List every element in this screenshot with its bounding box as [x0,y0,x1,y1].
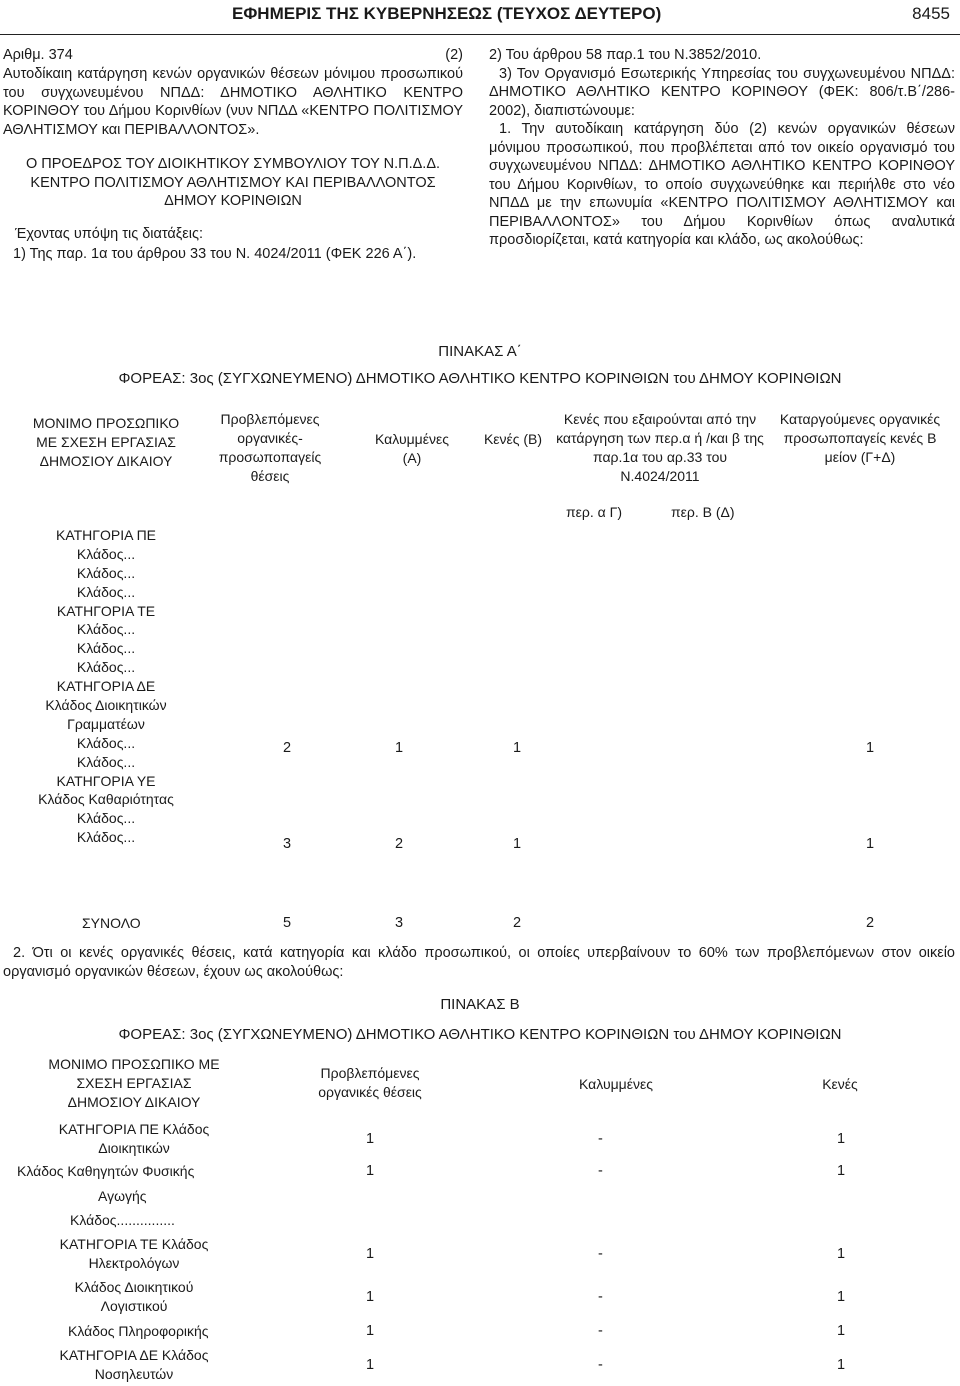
table-a-branch: Κλάδος... [76,564,136,581]
table-a-branch: Κλάδος... [76,829,136,846]
table-a-branch: Κλάδος... [76,659,136,676]
table-a-ye-abolished: 1 [866,836,875,852]
legal-basis-item-3: 3) Τον Οργανισμό Εσωτερικής Υπηρεσίας του συγχωνευμένου ΝΠΔΔ: ΔΗΜΟΤΙΚΟ ΑΘΛΗΤΙΚΟ ΚΕΝΤΡΟ ΚΟΡΙΝΘΟΥ (ΦΕΚ: 806/τ.Β΄/2862002), διαπιστώνουμε: [489,65,955,119]
considering-line: Έχοντας υπόψη τις διατάξεις: [15,225,203,242]
table-b-row-1-label: Κλάδος Καθηγητών Φυσικής [17,1163,195,1179]
table-a-de-abolished: 1 [866,740,875,756]
table-a-total-filled: 3 [395,915,404,931]
table-a-subheader-b: περ. Β (Δ) [671,504,735,520]
table-a-branch: Κλάδος... [76,621,136,638]
table-a-subheader-a: περ. α Γ) [566,504,622,520]
table-b-row-2-label: Αγωγής [98,1188,147,1204]
table-b-row-6-planned: 1 [366,1323,375,1339]
table-a-total-vacant: 2 [513,915,522,931]
table-a-de-filled: 1 [395,740,404,756]
header-rule [0,34,960,35]
table-a-branch: Κλάδος... [76,734,136,751]
table-b-row-4-filled: - [598,1246,603,1262]
table-b-row-1-filled: - [598,1163,603,1179]
table-b-row-4-vacant: 1 [837,1246,846,1262]
table-b-row-0-planned: 1 [366,1131,375,1147]
table-b-row-5-filled: - [598,1289,603,1305]
decision-number: Αριθμ. 374 [3,47,73,63]
table-a-ye-planned: 3 [283,836,292,852]
page-number: 8455 [912,4,950,23]
table-a-branch-de: Κλάδος Διοικητικών Γραμματέων [45,697,167,732]
table-a-ye-filled: 2 [395,836,404,852]
table-b-row-7-label: ΚΑΤΗΓΟΡΙΑ ΔΕ Κλάδος Νοσηλευτών [59,1347,209,1382]
table-b-row-1-vacant: 1 [837,1163,846,1179]
table-b-row-7-filled: - [598,1357,603,1373]
table-a-header-exempt: Κενές που εξαιρούνται από την κατάργηση των περ.α ή /και β της παρ.1α του αρ.33 του Ν.4024/2011 [556,411,764,484]
table-b-row-4-planned: 1 [366,1246,375,1262]
table-b-row-5-vacant: 1 [837,1289,846,1305]
table-b-header-staff: ΜΟΝΙΜΟ ΠΡΟΣΩΠΙΚΟ ΜΕ ΣΧΕΣΗ ΕΡΓΑΣΙΑΣ ΔΗΜΟΣΙΟΥ ΔΙΚΑΙΟΥ [48,1056,220,1110]
table-b-row-1-planned: 1 [366,1163,375,1179]
table-b-row-3-label: Κλάδος............... [70,1212,175,1228]
table-a-header-filled: Καλυμμένες (Α) [375,431,449,466]
table-b-row-4-label: ΚΑΤΗΓΟΡΙΑ ΤΕ Κλάδος Ηλεκτρολόγων [59,1236,209,1271]
table-a-category-te: ΚΑΤΗΓΟΡΙΑ ΤΕ [56,602,156,619]
page-header-title: ΕΦΗΜΕΡΙΣ ΤΗΣ ΚΥΒΕΡΝΗΣΕΩΣ (ΤΕΥΧΟΣ ΔΕΥΤΕΡΟ) [232,4,662,23]
table-a-total-label: ΣΥΝΟΛΟ [82,915,141,931]
table-b-row-5-planned: 1 [366,1289,375,1305]
table-a-header-planned: Προβλεπόμενες οργανικές προσωποπαγείς θέσεις [218,411,322,484]
table-b-title: ΠΙΝΑΚΑΣ Β [440,996,520,1013]
table-a-branch: Κλάδος... [76,545,136,562]
table-a-de-planned: 2 [283,740,292,756]
table-a-title: ΠΙΝΑΚΑΣ Α΄ [438,343,522,360]
table-b-header-planned: Προβλεπόμενες οργανικές θέσεις [318,1065,422,1100]
table-b-row-0-vacant: 1 [837,1131,846,1147]
table-a-total-abolished: 2 [866,915,875,931]
decision-title: Αυτοδίκαιη κατάργηση κενών οργανικών θέσεων μόνιμου προσωπικού του συγχωνευμένου ΝΠΔΔ: ΔΗΜΟΤΙΚΟ ΑΘΛΗΤΙΚΟ ΚΕΝΤΡΟ ΚΟΡΙΝΘΟΥ του Δήμου Κορινθίων (νυν ΝΠΔΔ «ΚΕΝΤΡΟ ΠΟΛΙΤΙΣΜΟΥ ΑΘΛΗΤΙΣΜΟΥ και ΠΕΡΙΒΑΛΛΟΝΤΟΣ». [3,66,463,138]
table-b-row-6-filled: - [598,1323,603,1339]
table-a-de-vacant: 1 [513,740,522,756]
table-b-row-0-label: ΚΑΤΗΓΟΡΙΑ ΠΕ Κλάδος Διοικητικών [58,1121,210,1156]
table-a-category-pe: ΚΑΤΗΓΟΡΙΑ ΠΕ [55,527,157,543]
table-a-row-pe [22,526,190,847]
table-a-category-ye: ΚΑΤΗΓΟΡΙΑ ΥΕ [56,772,156,789]
table-b-row-6-vacant: 1 [837,1323,846,1339]
table-a-total-planned: 5 [283,915,292,931]
right-column [489,46,955,250]
table-a-branch: Κλάδος... [76,753,136,770]
finding-point-2: 2. Ότι οι κενές οργανικές θέσεις, κατά κατηγορία και κλάδο προσωπικού, οι οποίες υπερβαίνουν το 60% των προβλεπόμενων στον οικείο οργανισμό οργανικών θέσεων, έχουν ως ακολούθως: [3,945,955,980]
legal-basis-item-2: 2) Του άρθρου 58 παρ.1 του Ν.3852/2010. [489,47,762,63]
decision-mark: (2) [445,47,463,63]
table-a-ye-vacant: 1 [513,836,522,852]
legal-basis-item-1: 1) Της παρ. 1α του άρθρου 33 του Ν. 4024/2011 (ΦΕΚ 226 Α΄). [13,246,417,263]
table-a-branch: Κλάδος... [76,583,136,600]
table-a-branch-ye: Κλάδος Καθαριότητας [38,791,174,808]
table-b-row-7-planned: 1 [366,1357,375,1373]
table-a-branch: Κλάδος... [76,640,136,657]
table-b-agency: ΦΟΡΕΑΣ: 3ος (ΣΥΓΧΩΝΕΥΜΕΝΟ) ΔΗΜΟΤΙΚΟ ΑΘΛΗΤΙΚΟ ΚΕΝΤΡΟ ΚΟΡΙΝΘΙΩΝ του ΔΗΜΟΥ ΚΟΡΙΝΘΙΩΝ [118,1026,842,1043]
table-b-header-filled: Καλυμμένες [579,1076,653,1092]
left-column [3,46,463,264]
finding-point-1: 1. Την αυτοδίκαιη κατάργηση δύο (2) κενών οργανικών θέσεων μόνιμου προσωπικού, που προβλέπεται από τον οικείο οργανισμό του συγχωνευμένου ΝΠΔΔ: ΔΗΜΟΤΙΚΟ ΑΘΛΗΤΙΚΟ ΚΕΝΤΡΟ ΚΟΡΙΝΘΟΥ του Δήμου Κορινθίων, το οποίο συγχωνεύθηκε και περιήλθε στο νέο ΝΠΔΔ με την επωνυμία «ΚΕΝΤΡΟ ΠΟΛΙΤΙΣΜΟΥ ΑΘΛΗΤΙΣΜΟΥ και ΠΕΡΙΒΑΛΛΟΝΤΟΣ» του Δήμου Κορινθίων όπως αναλυτικά προσδιορίζεται, κατά κατηγορία και κλάδο, ως ακολούθως: [489,121,955,249]
table-a-category-de: ΚΑΤΗΓΟΡΙΑ ΔΕ [56,678,156,695]
table-a-branch: Κλάδος... [76,810,136,827]
table-a-agency: ΦΟΡΕΑΣ: 3ος (ΣΥΓΧΩΝΕΥΜΕΝΟ) ΔΗΜΟΤΙΚΟ ΑΘΛΗΤΙΚΟ ΚΕΝΤΡΟ ΚΟΡΙΝΘΙΩΝ του ΔΗΜΟΥ ΚΟΡΙΝΘΙΩΝ [118,370,842,387]
table-b-row-7-vacant: 1 [837,1357,846,1373]
table-b-row-6-label: Κλάδος Πληροφορικής [68,1323,209,1339]
table-b-header-vacant: Κενές [822,1076,858,1092]
table-a-header-staff: ΜΟΝΙΜΟ ΠΡΟΣΩΠΙΚΟ ΜΕ ΣΧΕΣΗ ΕΡΓΑΣΙΑΣ ΔΗΜΟΣΙΟΥ ΔΙΚΑΙΟΥ [32,415,180,469]
table-b-row-0-filled: - [598,1131,603,1147]
issuing-authority: Ο ΠΡΟΕΔΡΟΣ ΤΟΥ ΔΙΟΙΚΗΤΙΚΟΥ ΣΥΜΒΟΥΛΙΟΥ ΤΟΥ Ν.Π.Δ.Δ. ΚΕΝΤΡΟ ΠΟΛΙΤΙΣΜΟΥ ΑΘΛΗΤΙΣΜΟΥ ΚΑΙ ΠΕΡΙΒΑΛΛΟΝΤΟΣ ΔΗΜΟΥ ΚΟΡΙΝΘΙΩΝ [25,156,441,210]
table-a-header-vacant: Κενές (Β) [483,431,543,447]
table-a-header-abolished: Καταργούμενες οργανικές προσωποπαγείς κενές Β μείον (Γ+Δ) [779,411,941,465]
table-b-row-5-label: Κλάδος Διοικητικού Λογιστικού [74,1279,194,1314]
